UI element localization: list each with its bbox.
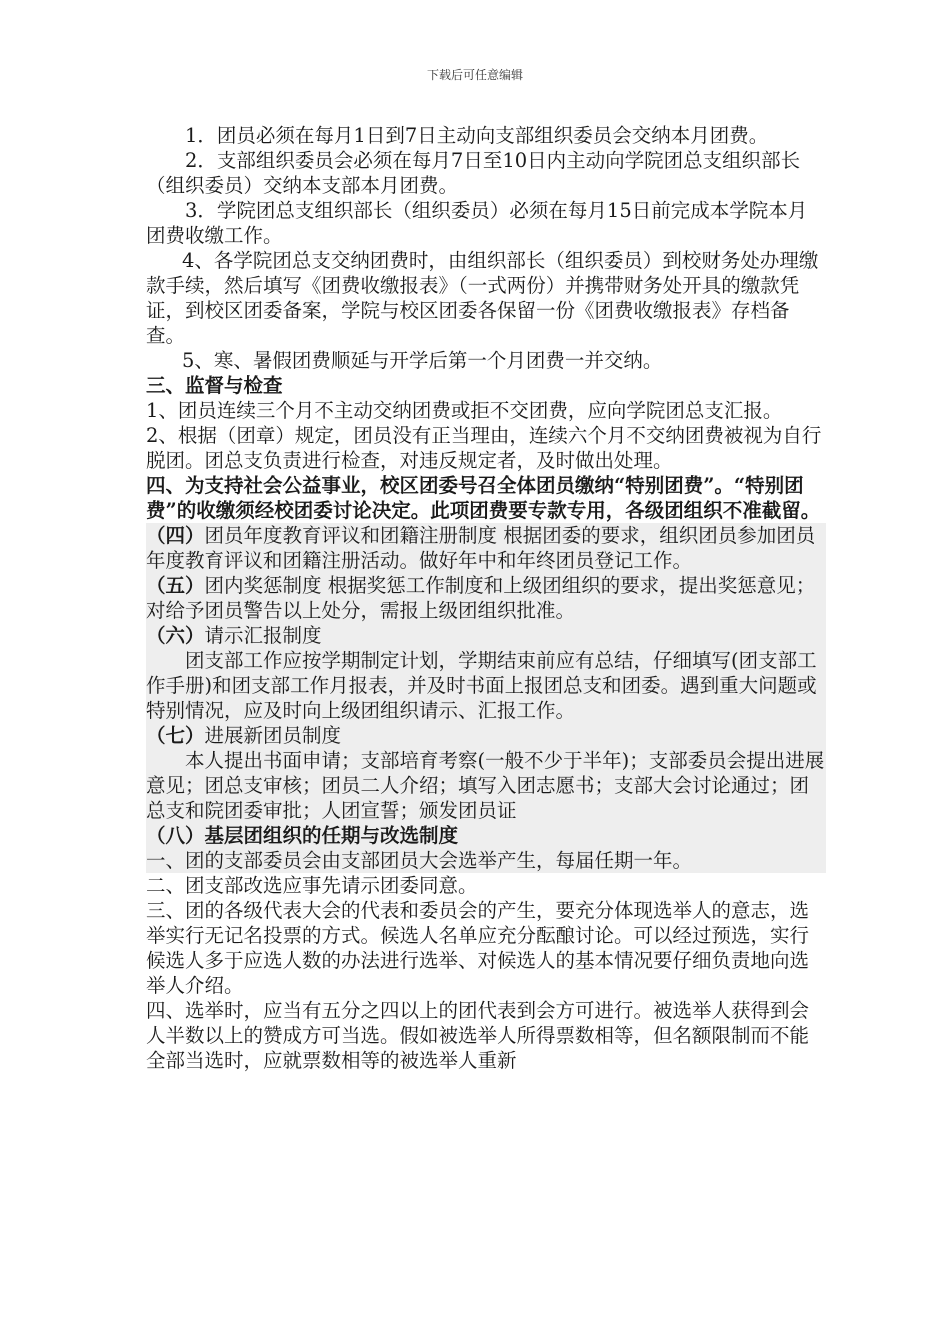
section-six-title: 请示汇报制度 bbox=[204, 624, 322, 647]
section-four-label: （四） bbox=[146, 524, 205, 547]
section-seven-label: （七） bbox=[146, 724, 205, 747]
paragraph-2: 2．支部组织委员会必须在每月7日至10日内主动向学院团总支组织部长（组织委员）交纳本支部本月团费。 bbox=[146, 149, 801, 197]
section-special-fee: 四、为支持社会公益事业，校区团委号召全体团员缴纳“特别团费”。“特别团费”的收缴须经校团委讨论决定。此项团费要专款专用，各级团组织不准截留。 bbox=[146, 474, 821, 522]
section-four bbox=[146, 523, 826, 573]
paragraph-10: 三、团的各级代表大会的代表和委员会的产生，要充分体现选举人的意志，选举实行无记名投票的方式。候选人名单应充分酝酿讨论。可以经过预选，实行候选人多于应选人数的办法进行选举、对候选人的基本情况要仔细负责地向选举人介绍。 bbox=[146, 899, 810, 997]
section-heading-supervision: 三、监督与检查 bbox=[146, 374, 283, 397]
section-six-body: 团支部工作应按学期制定计划，学期结束前应有总结，仔细填写(团支部工作手册)和团支部工作月报表，并及时书面上报团总支和团委。遇到重大问题或特别情况，应及时向上级团组织请示、汇报工作。 bbox=[146, 648, 826, 723]
section-four-text: 团员年度教育评议和团籍注册制度 根据团委的要求，组织团员参加团员年度教育评议和团籍注册活动。做好年中和年终团员登记工作。 bbox=[146, 524, 816, 572]
paragraph-9: 二、团支部改选应事先请示团委同意。 bbox=[146, 874, 478, 897]
page-header: 下载后可任意编辑 bbox=[426, 68, 523, 82]
document-body bbox=[146, 123, 826, 1073]
paragraph-3: 3．学院团总支组织部长（组织委员）必须在每月15日前完成本学院本月团费收缴工作。 bbox=[146, 199, 808, 247]
section-seven-title: 进展新团员制度 bbox=[204, 724, 342, 747]
paragraph-6: 1、团员连续三个月不主动交纳团费或拒不交团费，应向学院团总支汇报。 bbox=[146, 399, 783, 422]
section-eight-heading: （八）基层团组织的任期与改选制度 bbox=[146, 823, 826, 848]
section-seven bbox=[146, 723, 826, 748]
section-six bbox=[146, 623, 826, 648]
section-five bbox=[146, 573, 826, 623]
paragraph-8: 一、团的支部委员会由支部团员大会选举产生，每届任期一年。 bbox=[146, 848, 826, 873]
section-five-text: 团内奖惩制度 根据奖惩工作制度和上级团组织的要求，提出奖惩意见；对给予团员警告以上处分，需报上级团组织批准。 bbox=[146, 574, 816, 622]
section-five-label: （五） bbox=[146, 574, 205, 597]
paragraph-4: 4、各学院团总支交纳团费时，由组织部长（组织委员）到校财务处办理缴款手续，然后填写《团费收缴报表》（一式两份）并携带财务处开具的缴款凭证，到校区团委备案，学院与校区团委各保留一份《团费收缴报表》存档备查。 bbox=[146, 249, 819, 347]
section-seven-body: 本人提出书面申请；支部培育考察(一般不少于半年)；支部委员会提出进展意见；团总支审核；团员二人介绍；填写入团志愿书；支部大会讨论通过；团总支和院团委审批；人团宣誓；颁发团员证 bbox=[146, 749, 825, 822]
paragraph-5: 5、寒、暑假团费顺延与开学后第一个月团费一并交纳。 bbox=[182, 349, 663, 372]
section-six-label: （六） bbox=[146, 624, 205, 647]
paragraph-1: 1．团员必须在每月1日到7日主动向支部组织委员会交纳本月团费。 bbox=[185, 124, 769, 147]
paragraph-7: 2、根据（团章）规定，团员没有正当理由，连续六个月不交纳团费被视为自行脱团。团总支负责进行检查，对违反规定者，及时做出处理。 bbox=[146, 424, 822, 472]
paragraph-11: 四、选举时，应当有五分之四以上的团代表到会方可进行。被选举人获得到会人半数以上的赞成方可当选。假如被选举人所得票数相等，但名额限制而不能全部当选时，应就票数相等的被选举人重新 bbox=[146, 999, 810, 1072]
